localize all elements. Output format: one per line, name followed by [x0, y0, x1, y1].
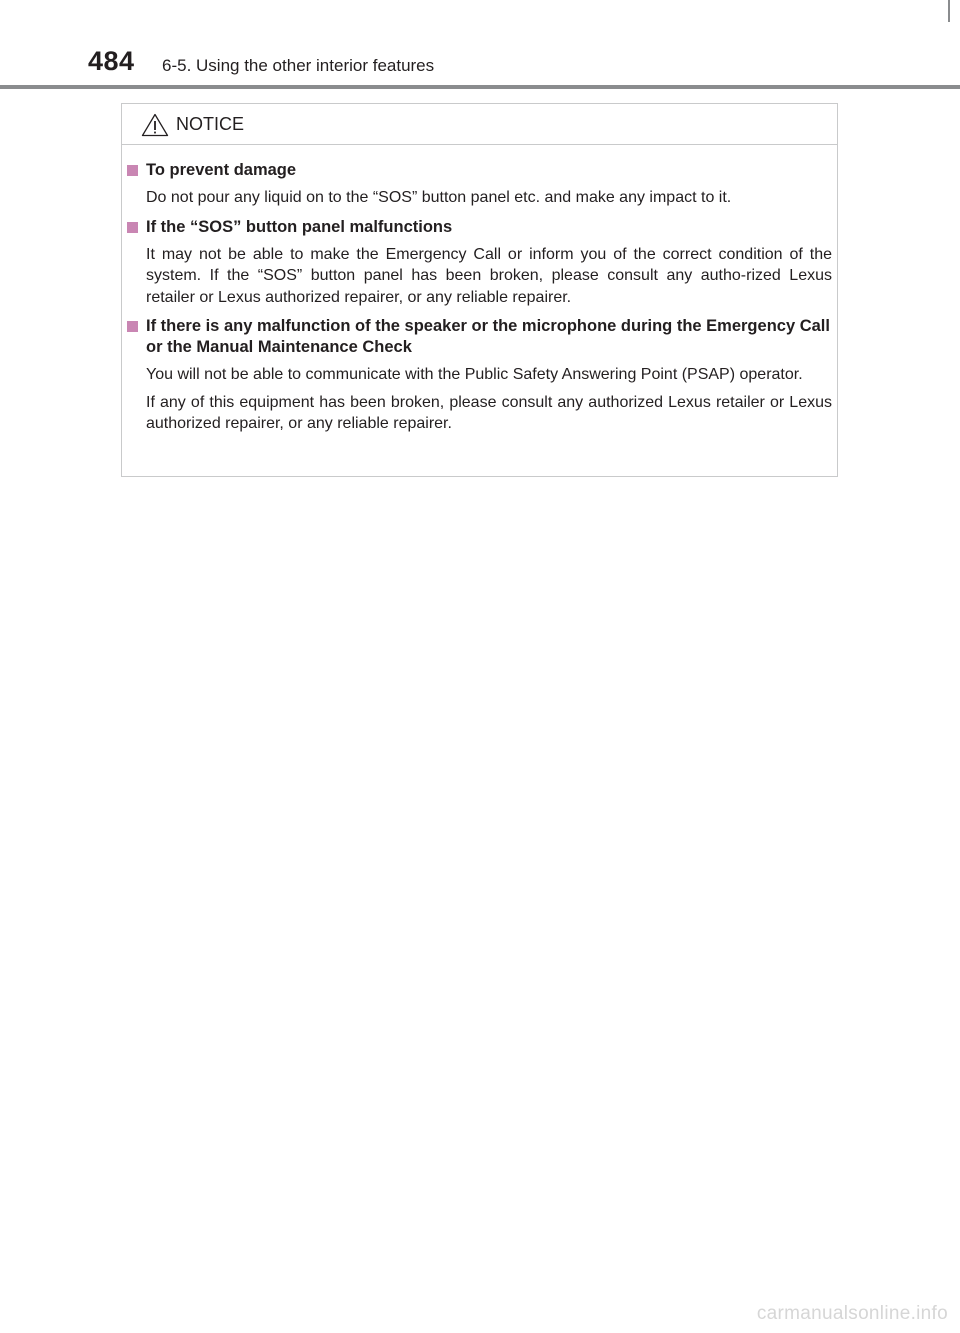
page-header	[0, 0, 960, 90]
square-bullet-icon	[127, 321, 138, 332]
item-heading-text: If there is any malfunction of the speaker or the microphone during the Emergency Call or the Manual Maintenance Check	[146, 317, 830, 356]
notice-body	[127, 160, 832, 443]
item-paragraph: If any of this equipment has been broken, please consult any authorized Lexus retailer or Lexus authorized repairer, or any reliable repairer.	[146, 393, 832, 432]
header-rule	[0, 85, 960, 89]
notice-item	[127, 160, 832, 209]
corner-mark	[948, 0, 950, 22]
notice-item	[127, 316, 832, 435]
item-heading	[127, 217, 832, 238]
notice-header	[122, 104, 837, 145]
item-paragraph: You will not be able to communicate with the Public Safety Answering Point (PSAP) operator.	[146, 366, 803, 383]
square-bullet-icon	[127, 222, 138, 233]
notice-label: NOTICE	[176, 114, 245, 134]
item-paragraph: Do not pour any liquid on to the “SOS” button panel etc. and make any impact to it.	[146, 189, 732, 206]
section-title: 6-5. Using the other interior features	[162, 56, 435, 75]
square-bullet-icon	[127, 165, 138, 176]
item-heading-text: To prevent damage	[146, 161, 297, 179]
page-number: 484	[88, 46, 135, 76]
item-heading	[127, 316, 832, 358]
notice-box	[121, 103, 838, 477]
watermark: carmanualsonline.info	[756, 1303, 948, 1324]
item-paragraph: It may not be able to make the Emergency Call or inform you of the correct condition of the system. If the “SOS” button panel has been broken, please consult any autho-rized Lexus retailer or Lexus authorized repairer, or any reliable repairer.	[146, 245, 832, 306]
item-heading	[127, 160, 832, 181]
item-heading-text: If the “SOS” button panel malfunctions	[146, 217, 453, 236]
notice-item	[127, 217, 832, 309]
warning-triangle-icon	[141, 113, 169, 137]
